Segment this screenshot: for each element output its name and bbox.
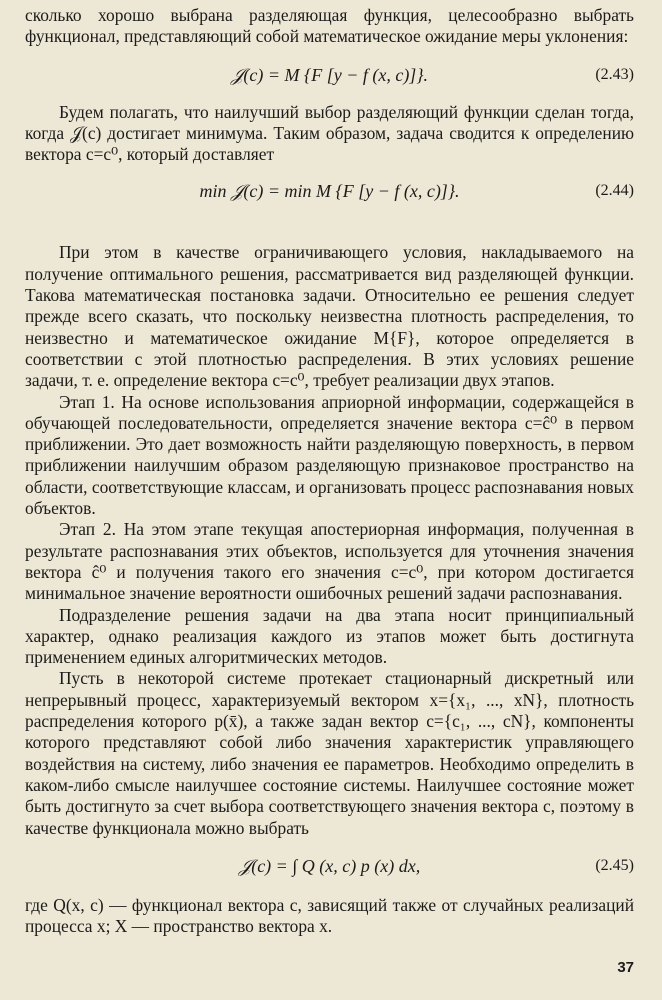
formula-number: (2.43) bbox=[595, 65, 634, 83]
formula-2-44 bbox=[25, 176, 634, 206]
paragraph-1: сколько хорошо выбрана разделяющая функция, целесообразно выбрать функционал, представляющий собой математическое ожидание меры уклонения: bbox=[25, 5, 634, 47]
paragraph-7: Пусть в некоторой системе протекает стационарный дискретный или непрерывный процесс, характеризуемый вектором x={x₁, ..., xN}, плотность распределения которого p(x̄), а также задан вектор c={c₁, ..., cN}, компоненты которого представляют собой либо значения характеристик управляющего воздействия на систему, либо значения ее параметров. Необходимо определить в каком-либо смысле наилучшее состояние системы. Наилучшее состояние может быть достигнуто за счет выбора соответствующего значения вектора c, поэтому в качестве функционала можно выбрать bbox=[25, 668, 634, 838]
paragraph-5: Этап 2. На этом этапе текущая апостериорная информация, полученная в результате распознавания этих объектов, используется для уточнения значения вектора ĉ⁰ и получения такого его значения c=c⁰, при котором достигается минимальное значение вероятности ошибочных решений задачи распознавания. bbox=[25, 519, 634, 604]
formula-expression: 𝒥(c) = M {F [y − f (x, c)]}. bbox=[230, 64, 429, 85]
page-number: 37 bbox=[617, 958, 634, 976]
formula-expression: min 𝒥(c) = min M {F [y − f (x, c)]}. bbox=[199, 181, 460, 202]
paragraph-2: Будем полагать, что наилучший выбор разделяющий функции сделан тогда, когда 𝒥(c) достигает минимума. Таким образом, задача сводится к определению вектора c=c⁰, который доставляет bbox=[25, 101, 634, 165]
paragraph-8: где Q(x, c) — функционал вектора c, зависящий также от случайных реализаций процесса x; X — пространство вектора x. bbox=[25, 894, 634, 937]
formula-2-45 bbox=[25, 851, 634, 881]
formula-number: (2.44) bbox=[595, 182, 634, 200]
formula-number: (2.45) bbox=[595, 856, 634, 874]
paragraph-3: При этом в качестве ограничивающего условия, накладываемого на получение оптимального решения, рассматривается вид разделяющей функции. Такова математическая постановка задачи. Относительно ее решения следует прежде всего сказать, что поскольку неизвестна плотность распределения, то неизвестно и математическое ожидание M{F}, которое определяется в соответствии с этой плотностью распределения. В этих условиях решение задачи, т. е. определение вектора c=c⁰, требует реализации двух этапов. bbox=[25, 242, 634, 391]
paragraph-4: Этап 1. На основе использования априорной информации, содержащейся в обучающей последовательности, определяется значение вектора c=ĉ⁰ в первом приближении. Это дает возможность найти разделяющую поверхность, в первом приближении наилучшим образом разделяющую признаковое пространство на области, соответствующие классам, и организовать процесс распознавания новых объектов. bbox=[25, 391, 634, 519]
paragraph-6: Подразделение решения задачи на два этапа носит принципиальный характер, однако реализация каждого из этапов может быть достигнута применением единых алгоритмических методов. bbox=[25, 604, 634, 668]
formula-2-43 bbox=[25, 60, 634, 90]
formula-expression: 𝒥(c) = ∫ Q (x, c) p (x) dx, bbox=[238, 855, 421, 876]
